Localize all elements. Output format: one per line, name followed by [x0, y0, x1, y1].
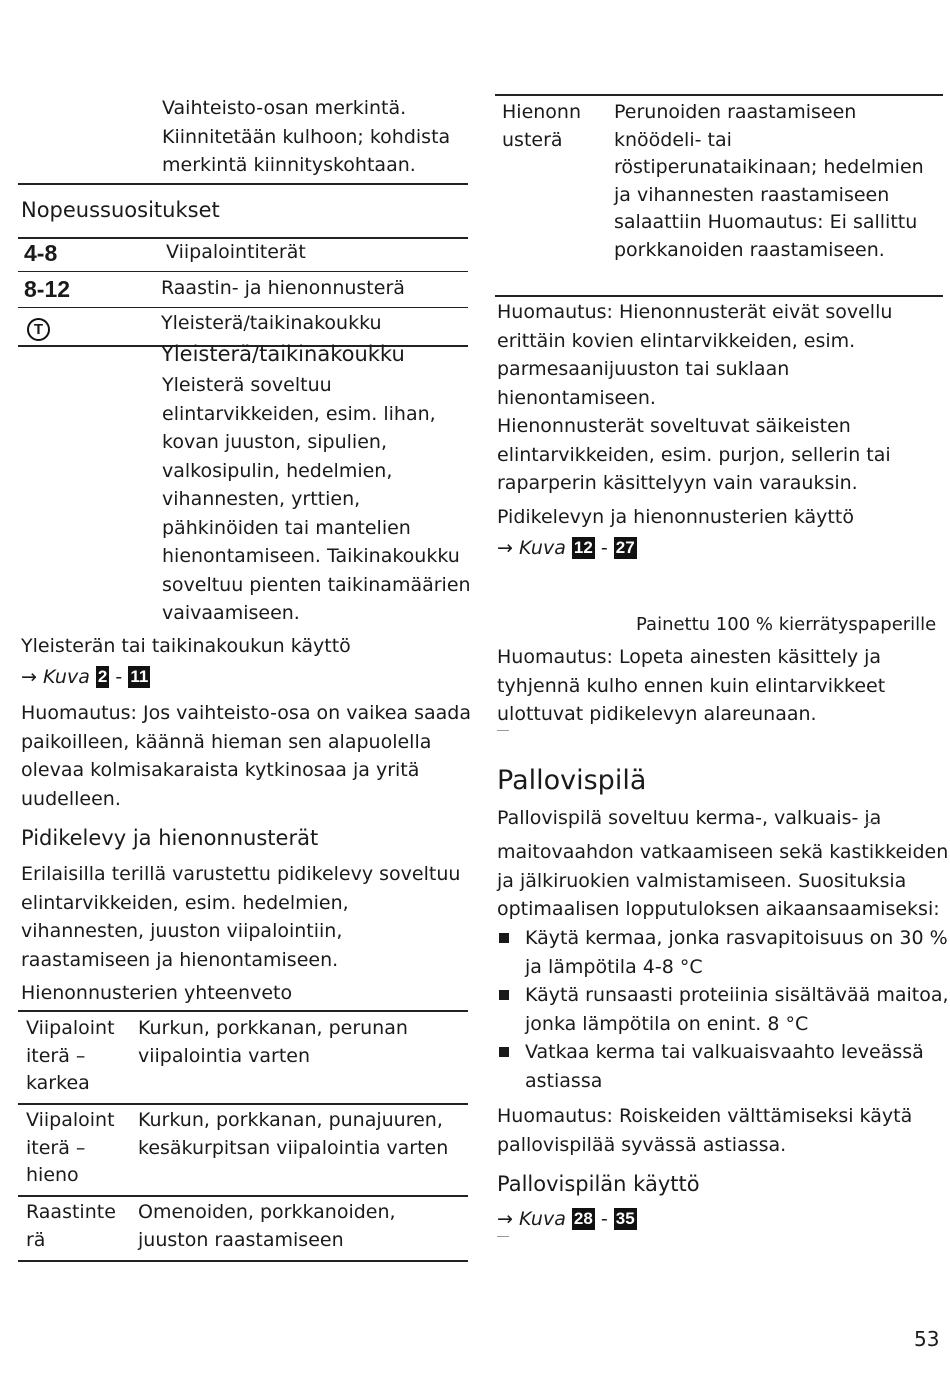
summary-title: Hienonnusterien yhteenveto — [21, 982, 293, 1004]
figure-badge: 27 — [615, 538, 635, 557]
speed-value: 8-12 — [24, 276, 71, 302]
figure-reference: → Kuva 2 - 11 — [21, 666, 149, 688]
divider — [497, 1236, 509, 1237]
speed-label: Viipalointiterät — [166, 241, 306, 263]
section-title-clipped: Yleisterä/taikinakoukku — [161, 342, 405, 363]
page-number: 53 — [914, 1327, 940, 1351]
usage-title: Yleisterän tai taikinakoukun käyttö — [21, 635, 351, 657]
table-rule — [18, 1103, 468, 1105]
whisk-heading: Pallovispilä — [497, 765, 647, 796]
divider — [18, 183, 468, 185]
table-cell: Perunoiden raastamiseen knöödeli- tai röstiperunataikinaan; hedelmien ja vihannesten raastamiseen salaattiin Huomautus: Ei sallittu porkkanoiden raastamiseen. — [614, 101, 924, 261]
figure-reference: → Kuva 12 - 27 — [497, 537, 635, 559]
table-cell: Kurkun, porkkanan, perunan viipalointia varten — [138, 1017, 408, 1067]
table-row: Raastinte rä — [26, 1201, 116, 1251]
table-top-rule — [495, 94, 943, 96]
figure-reference: → Kuva 28 - 35 — [497, 1208, 635, 1230]
figure-badge: 12 — [573, 538, 593, 557]
discs-heading: Pidikelevy ja hienonnusterät — [21, 826, 319, 850]
bullet-icon — [499, 990, 509, 1000]
table-top-rule — [18, 1010, 468, 1012]
divider — [497, 730, 509, 731]
divider — [866, 822, 878, 823]
whisk-usage-title: Pallovispilän käyttö — [497, 1172, 700, 1196]
figure-badge: 2 — [97, 667, 108, 686]
bullet-icon — [499, 933, 509, 943]
list-item: Vatkaa kerma tai valkuaisvaahto leveässä astiassa — [525, 1041, 924, 1092]
table-bottom-rule — [495, 295, 943, 297]
list-item: Käytä runsaasti proteiinia sisältävää maitoa, jonka lämpötila on enint. 8 °C — [525, 984, 949, 1035]
yleistera-description: Yleisterä soveltuu elintarvikkeiden, esim. lihan, kovan juuston, sipulien, valkosipulin, hedelmien, vihannesten, yrttien, pähkinöiden tai mantelien hienontamiseen. Taikinakoukku soveltuu pienten taikinamäärien vaivaamiseen. — [162, 374, 471, 624]
gear-note: Huomautus: Jos vaihteisto-osa on vaikea saada paikoilleen, käännä hieman sen alapuolella olevaa kolmisakaraista kytkinosaa ja yritä uudelleen. — [21, 702, 471, 810]
table-rule — [18, 1195, 468, 1197]
figure-badge: 35 — [615, 1209, 635, 1228]
table-bottom-rule — [18, 1260, 468, 1262]
whisk-description: maitovaahdon vatkaamiseen sekä kastikkeiden ja jälkiruokien valmistamiseen. Suosituksia optimaalisen lopputuloksen aikaansaamiseksi: — [497, 841, 949, 920]
recycled-paper-note: Painettu 100 % kierrätyspaperille — [636, 614, 937, 635]
divider — [18, 237, 468, 239]
bullet-icon — [499, 1047, 509, 1057]
speed-label: Yleisterä/taikinakoukku — [161, 312, 382, 334]
turbo-icon: T — [27, 318, 50, 341]
list-item: Käytä kermaa, jonka rasvapitoisuus on 30 % ja lämpötila 4-8 °C — [525, 927, 948, 978]
speed-label: Raastin- ja hienonnusterä — [161, 277, 405, 299]
table-row: Viipaloint iterä – karkea — [26, 1017, 115, 1094]
divider — [18, 307, 468, 308]
usage-title: Pidikelevyn ja hienonnusterien käyttö — [497, 506, 854, 528]
whisk-note: Huomautus: Roiskeiden välttämiseksi käytä pallovispilää syvässä astiassa. — [497, 1105, 913, 1156]
figure-badge: 11 — [130, 667, 149, 686]
discs-description: Erilaisilla terillä varustettu pidikelevy soveltuu elintarvikkeiden, esim. hedelmien, vihannesten, juuston viipalointiin, raastamiseen ja hienontamiseen. — [21, 863, 461, 971]
speed-heading: Nopeussuositukset — [21, 198, 220, 222]
figure-badge: 28 — [573, 1209, 593, 1228]
speed-value: 4-8 — [24, 240, 58, 266]
whisk-description-line: Pallovispilä soveltuu kerma-, valkuais- ja — [497, 807, 882, 829]
stop-note: Huomautus: Lopeta ainesten käsittely ja tyhjennä kulho ennen kuin elintarvikkeet ulottuvat pidikelevyn alareunaan. — [497, 646, 886, 725]
table-row: Hienonn usterä — [502, 101, 582, 151]
discs-note: Huomautus: Hienonnusterät eivät sovellu erittäin kovien elintarvikkeiden, esim. parmesaanijuuston tai suklaan hienontamiseen. Hienonnusterät soveltuvat säikeisten elintarvikkeiden, esim. purjon, sellerin tai raparperin käsittelyyn vain varauksin. — [497, 301, 893, 494]
table-cell: Kurkun, porkkanan, punajuuren, kesäkurpitsan viipalointia varten — [138, 1109, 449, 1159]
table-cell: Omenoiden, porkkanoiden, juuston raastamiseen — [138, 1201, 396, 1251]
table-row: Viipaloint iterä – hieno — [26, 1109, 115, 1186]
divider — [18, 271, 468, 272]
gear-marking-text: Vaihteisto-osan merkintä. Kiinnitetään kulhoon; kohdista merkintä kiinnityskohtaan. — [162, 97, 451, 176]
